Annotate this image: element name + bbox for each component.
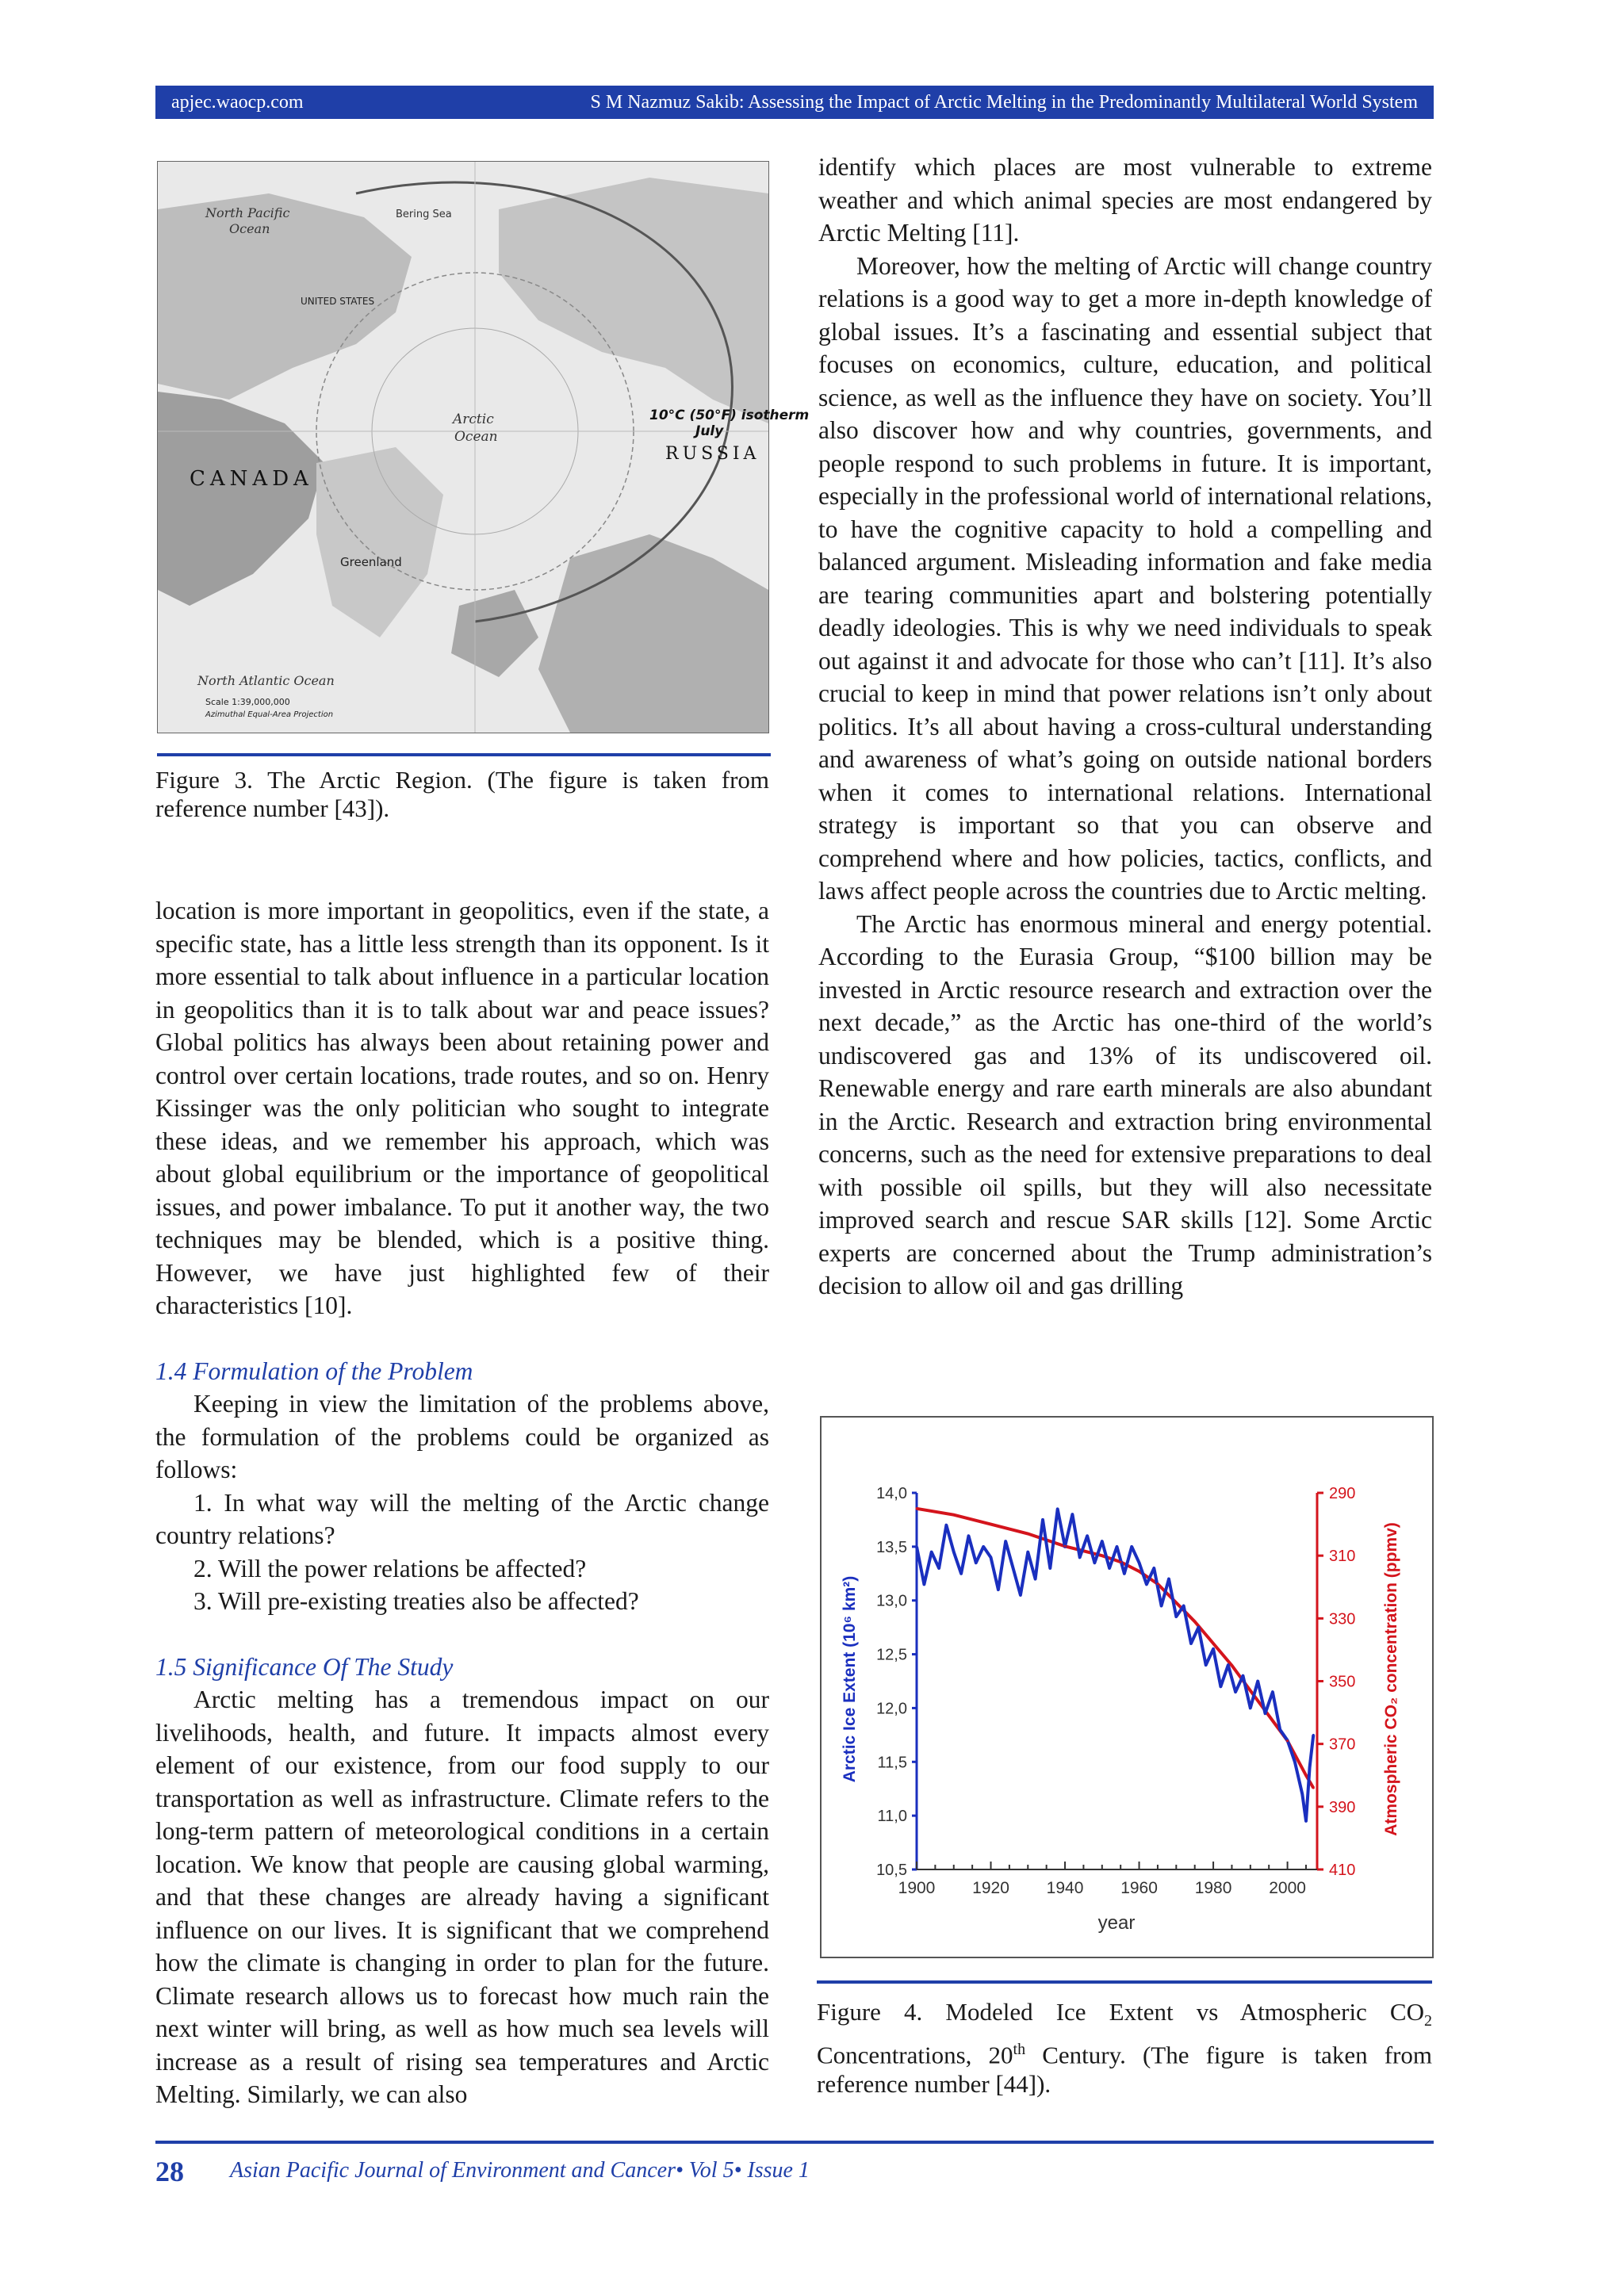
ice-co2-chart bbox=[822, 1418, 1432, 1957]
ice-extent-point bbox=[1056, 1508, 1059, 1510]
map-projection: Azimuthal Equal-Area Projection bbox=[205, 710, 334, 719]
ice-extent-point bbox=[1109, 1567, 1111, 1570]
ice-extent-point bbox=[1304, 1820, 1307, 1822]
co2-point bbox=[990, 1523, 992, 1525]
ice-extent-point bbox=[1131, 1545, 1133, 1548]
y-tick-label: 12,0 bbox=[876, 1700, 907, 1718]
map-label-isotherm: 10°C (50°F) isotherm bbox=[649, 408, 810, 423]
page-number: 28 bbox=[155, 2156, 184, 2187]
x-tick-label: 1940 bbox=[1046, 1879, 1084, 1897]
ice-extent-point bbox=[975, 1562, 977, 1564]
y2-tick-label: 290 bbox=[1329, 1485, 1356, 1502]
co2-point bbox=[1304, 1774, 1307, 1777]
map-label-canada: CANADA bbox=[190, 467, 313, 491]
map-label-greenland: Greenland bbox=[340, 555, 402, 569]
co2-point bbox=[1138, 1570, 1140, 1572]
section-heading-1-4: 1.4 Formulation of the Problem bbox=[155, 1357, 473, 1385]
ice-extent-point bbox=[1138, 1562, 1140, 1564]
left-paragraph-2: Keeping in view the limitation of the problems above, the formulation of the problems could be organized as follows: bbox=[155, 1390, 769, 1483]
co2-point bbox=[1312, 1787, 1315, 1789]
ice-extent-point bbox=[990, 1556, 992, 1559]
left-column bbox=[155, 894, 769, 2111]
map-label-north-atlantic: North Atlantic Ocean bbox=[197, 673, 335, 688]
ice-extent-point bbox=[1160, 1605, 1162, 1607]
ice-extent-point bbox=[1078, 1556, 1081, 1559]
y-axis-label: Arctic Ice Extent (10⁶ km²) bbox=[841, 1575, 859, 1783]
ice-extent-point bbox=[1312, 1734, 1315, 1736]
ice-extent-point bbox=[923, 1583, 925, 1586]
y-tick-label: 13,5 bbox=[876, 1538, 907, 1556]
figure-4-chart bbox=[820, 1416, 1434, 1958]
ice-extent-point bbox=[982, 1545, 985, 1548]
ice-extent-point bbox=[1249, 1707, 1251, 1709]
y2-tick-label: 350 bbox=[1329, 1673, 1356, 1691]
figure-4-caption-part-2: Concentrations, 20 bbox=[817, 2041, 1013, 2069]
x-tick-label: 1960 bbox=[1120, 1879, 1158, 1897]
figure-4-caption-subscript: 2 bbox=[1424, 2012, 1432, 2030]
left-paragraph-1: location is more important in geopolitics, even if the state, a specific state, has a little less strength than its opponent. Is it more essential to talk about influence in a particular location in geopolitics than it is to talk about war and peace issues? Global politics has always been about retaining power and control over certain locations, trade routes, and so on. Henry Kissinger was the only politician who sought to integrate these ideas, and we remember his approach, which was about global equilibrium or the importance of geopolitical issues, and power imbalance. To put it another way, the two techniques may be blended, which is a positive thing. However, we have just highlighted few of their characteristics [10]. bbox=[155, 897, 769, 1319]
y-tick-label: 13,0 bbox=[876, 1592, 907, 1610]
ice-extent-point bbox=[1116, 1545, 1118, 1548]
ice-extent-point bbox=[1308, 1766, 1311, 1769]
journal-site: apjec.waocp.com bbox=[171, 92, 304, 113]
ice-extent-point bbox=[1153, 1567, 1155, 1570]
problem-item-2: 2. Will the power relations be affected? bbox=[193, 1554, 587, 1582]
y-tick-label: 12,5 bbox=[876, 1646, 907, 1664]
figure-3-arctic-map bbox=[157, 161, 810, 733]
section-heading-1-5: 1.5 Significance Of The Study bbox=[155, 1652, 454, 1681]
ice-extent-point bbox=[960, 1572, 963, 1575]
y-tick-label: 11,0 bbox=[877, 1808, 907, 1826]
x-tick-label: 2000 bbox=[1269, 1879, 1306, 1897]
ice-extent-point bbox=[1293, 1761, 1296, 1763]
ice-extent-point bbox=[997, 1589, 999, 1591]
co2-point bbox=[952, 1513, 955, 1516]
co2-point bbox=[1156, 1582, 1159, 1585]
ice-extent-point bbox=[916, 1545, 918, 1548]
co2-point bbox=[1231, 1664, 1233, 1667]
y2-tick-label: 410 bbox=[1329, 1862, 1356, 1879]
ice-extent-point bbox=[1301, 1793, 1304, 1796]
map-label-north-pacific: North Pacific bbox=[205, 205, 290, 220]
problem-item-1: 1. In what way will the melting of the Arctic change country relations? bbox=[155, 1488, 769, 1549]
ice-extent-point bbox=[1212, 1647, 1215, 1650]
y2-tick-label: 390 bbox=[1329, 1798, 1356, 1816]
y-tick-label: 14,0 bbox=[876, 1485, 907, 1502]
figure-4-caption-part-1: Figure 4. Modeled Ice Extent vs Atmospheric CO bbox=[817, 1998, 1424, 2026]
co2-point bbox=[916, 1507, 918, 1510]
co2-point bbox=[1212, 1643, 1215, 1645]
figure-3-rule bbox=[157, 753, 771, 756]
ice-extent-point bbox=[1242, 1674, 1244, 1677]
figure-4-caption-superscript: th bbox=[1013, 2041, 1026, 2059]
ice-extent-point bbox=[1005, 1540, 1007, 1543]
ice-extent-point bbox=[1227, 1664, 1229, 1667]
y2-tick-label: 370 bbox=[1329, 1735, 1356, 1754]
ice-extent-point bbox=[1197, 1626, 1200, 1628]
map-label-united-states: UNITED STATES bbox=[301, 296, 375, 307]
map-label-bering-sea: Bering Sea bbox=[396, 209, 452, 220]
ice-extent-point bbox=[1027, 1551, 1029, 1553]
journal-citation: Asian Pacific Journal of Environment and Cancer• Vol 5• Issue 1 bbox=[230, 2158, 810, 2183]
ice-extent-point bbox=[1257, 1680, 1259, 1682]
ice-extent-point bbox=[1190, 1643, 1193, 1645]
ice-extent-point bbox=[1220, 1686, 1222, 1688]
ice-extent-point bbox=[930, 1551, 933, 1553]
ice-extent-point bbox=[1019, 1594, 1021, 1596]
co2-point bbox=[1064, 1545, 1067, 1548]
co2-point bbox=[1249, 1689, 1251, 1692]
x-tick-label: 1900 bbox=[898, 1879, 936, 1897]
ice-extent-point bbox=[1049, 1567, 1051, 1570]
co2-point bbox=[1120, 1561, 1122, 1563]
ice-extent-point bbox=[1235, 1691, 1237, 1693]
footer-rule bbox=[155, 2141, 1434, 2144]
map-label-arctic: Arctic bbox=[453, 411, 494, 427]
co2-point bbox=[1193, 1621, 1196, 1623]
figure-4-caption-part-3: Century. (The figure is taken from reference number [44]). bbox=[817, 2041, 1432, 2098]
x-tick-label: 1920 bbox=[972, 1879, 1009, 1897]
arctic-map-graphic bbox=[158, 162, 810, 733]
map-label-russia: RUSSIA bbox=[665, 444, 760, 464]
ice-extent-point bbox=[1071, 1513, 1074, 1516]
x-tick-label: 1980 bbox=[1194, 1879, 1232, 1897]
right-column bbox=[818, 151, 1432, 1303]
y2-tick-label: 330 bbox=[1329, 1610, 1356, 1628]
ice-extent-point bbox=[967, 1535, 970, 1537]
figure-3-caption: Figure 3. The Arctic Region. (The figure is taken from reference number [43]). bbox=[155, 766, 769, 822]
y2-tick-label: 310 bbox=[1329, 1548, 1356, 1566]
ice-extent-point bbox=[1182, 1605, 1185, 1607]
co2-point bbox=[1027, 1533, 1029, 1535]
ice-extent-point bbox=[1175, 1616, 1178, 1618]
co2-point bbox=[1175, 1601, 1178, 1604]
figure-4-rule bbox=[817, 1980, 1432, 1984]
ice-extent-point bbox=[945, 1524, 948, 1526]
co2-point bbox=[1268, 1715, 1270, 1717]
ice-extent-point bbox=[1034, 1578, 1036, 1580]
right-paragraph-2: Moreover, how the melting of Arctic will change country relations is a good way to get a more in-depth knowledge of global issues. It’s a fascinating and essential subject that focuses on economics, culture, education, and political science, as well as the influence they have on society. You’ll also discover how and why countries, governments, and people respond to such problems in future. It is important, especially in the professional world of international relations, to have the cognitive capacity to hold a compelling and balanced argument. Misleading information and fake media are tearing communities apart and bolstering potentially deadly ideologies. This is why we need individuals to speak out against it and advocate for those who can’t [11]. It’s also crucial to keep in mind that power relations isn’t only about politics. It’s all about having a cross-cultural understanding and awareness of what’s going on outside national borders when it comes to international relations. International strategy is important so that you can observe and comprehend where and how policies, tactics, conflicts, and laws affect people across the countries due to Arctic melting. bbox=[818, 251, 1432, 905]
ice-extent-point bbox=[952, 1551, 955, 1553]
y2-axis-label: Atmospheric CO₂ concentration (ppmv) bbox=[1382, 1522, 1400, 1836]
right-paragraph-1: identify which places are most vulnerable to extreme weather and which animal species are most endangered by Arctic Melting [11]. bbox=[818, 153, 1432, 247]
ice-extent-point bbox=[1271, 1691, 1274, 1693]
running-title: S M Nazmuz Sakib: Assessing the Impact of Arctic Melting in the Predominantly Multilateral World System bbox=[590, 92, 1418, 113]
co2-point bbox=[1286, 1739, 1289, 1742]
map-scale: Scale 1:39,000,000 bbox=[205, 697, 290, 707]
map-label-ocean-2: Ocean bbox=[454, 429, 498, 445]
right-paragraph-3: The Arctic has enormous mineral and energy potential. According to the Eurasia Group, “$100 billion may be invested in Arctic resource research and extraction over the next decade,” as the Arctic has one-third of the world’s undiscovered gas and 13% of its undiscovered oil. Renewable energy and rare earth minerals are also abundant in the Arctic. Research and extraction bring environmental concerns, such as the need for extensive preparations to deal with possible oil spills, but they will also necessitate improved search and rescue SAR skills [12]. Some Arctic experts are concerned about the Trump administration’s decision to allow oil and gas drilling bbox=[818, 909, 1432, 1299]
map-label-july: July bbox=[695, 423, 724, 439]
ice-extent-point bbox=[1264, 1712, 1266, 1715]
ice-extent-point bbox=[1167, 1578, 1170, 1580]
ice-extent-point bbox=[1094, 1562, 1096, 1564]
figure-4-caption bbox=[817, 1998, 1432, 2099]
y-tick-label: 10,5 bbox=[876, 1862, 907, 1879]
problem-item-3: 3. Will pre-existing treaties also be affected? bbox=[193, 1587, 639, 1615]
ice-extent-point bbox=[1101, 1540, 1103, 1543]
ice-extent-point bbox=[1205, 1664, 1207, 1667]
ice-extent-point bbox=[1145, 1583, 1147, 1586]
ice-extent-point bbox=[1012, 1567, 1014, 1570]
co2-point bbox=[1101, 1555, 1103, 1557]
left-paragraph-3: Arctic melting has a tremendous impact on our livelihoods, health, and future. It impacts almost every element of our existence, from our food supply to our transportation as well as infrastructure. Climate refers to the long-term pattern of meteorological conditions in a certain location. We know that people are causing global warming, and that these changes are already having a significant influence on our lives. It is significant that we comprehend how the climate is changing in order to plan for the future. Climate research allows us to forecast how much rain the next winter will bring, as well as how much sea levels will increase as a result of rising sea temperatures and Arctic Melting. Similarly, we can also bbox=[155, 1686, 769, 2108]
ice-extent-point bbox=[938, 1567, 940, 1570]
map-label-ocean-1: Ocean bbox=[229, 221, 270, 236]
y-tick-label: 11,5 bbox=[877, 1754, 907, 1772]
ice-extent-point bbox=[1279, 1728, 1281, 1731]
ice-extent-point bbox=[1123, 1572, 1125, 1575]
ice-extent-point bbox=[1086, 1535, 1089, 1537]
x-axis-label: year bbox=[1097, 1912, 1136, 1934]
header-bar bbox=[155, 86, 1434, 119]
ice-extent-point bbox=[1041, 1518, 1044, 1521]
